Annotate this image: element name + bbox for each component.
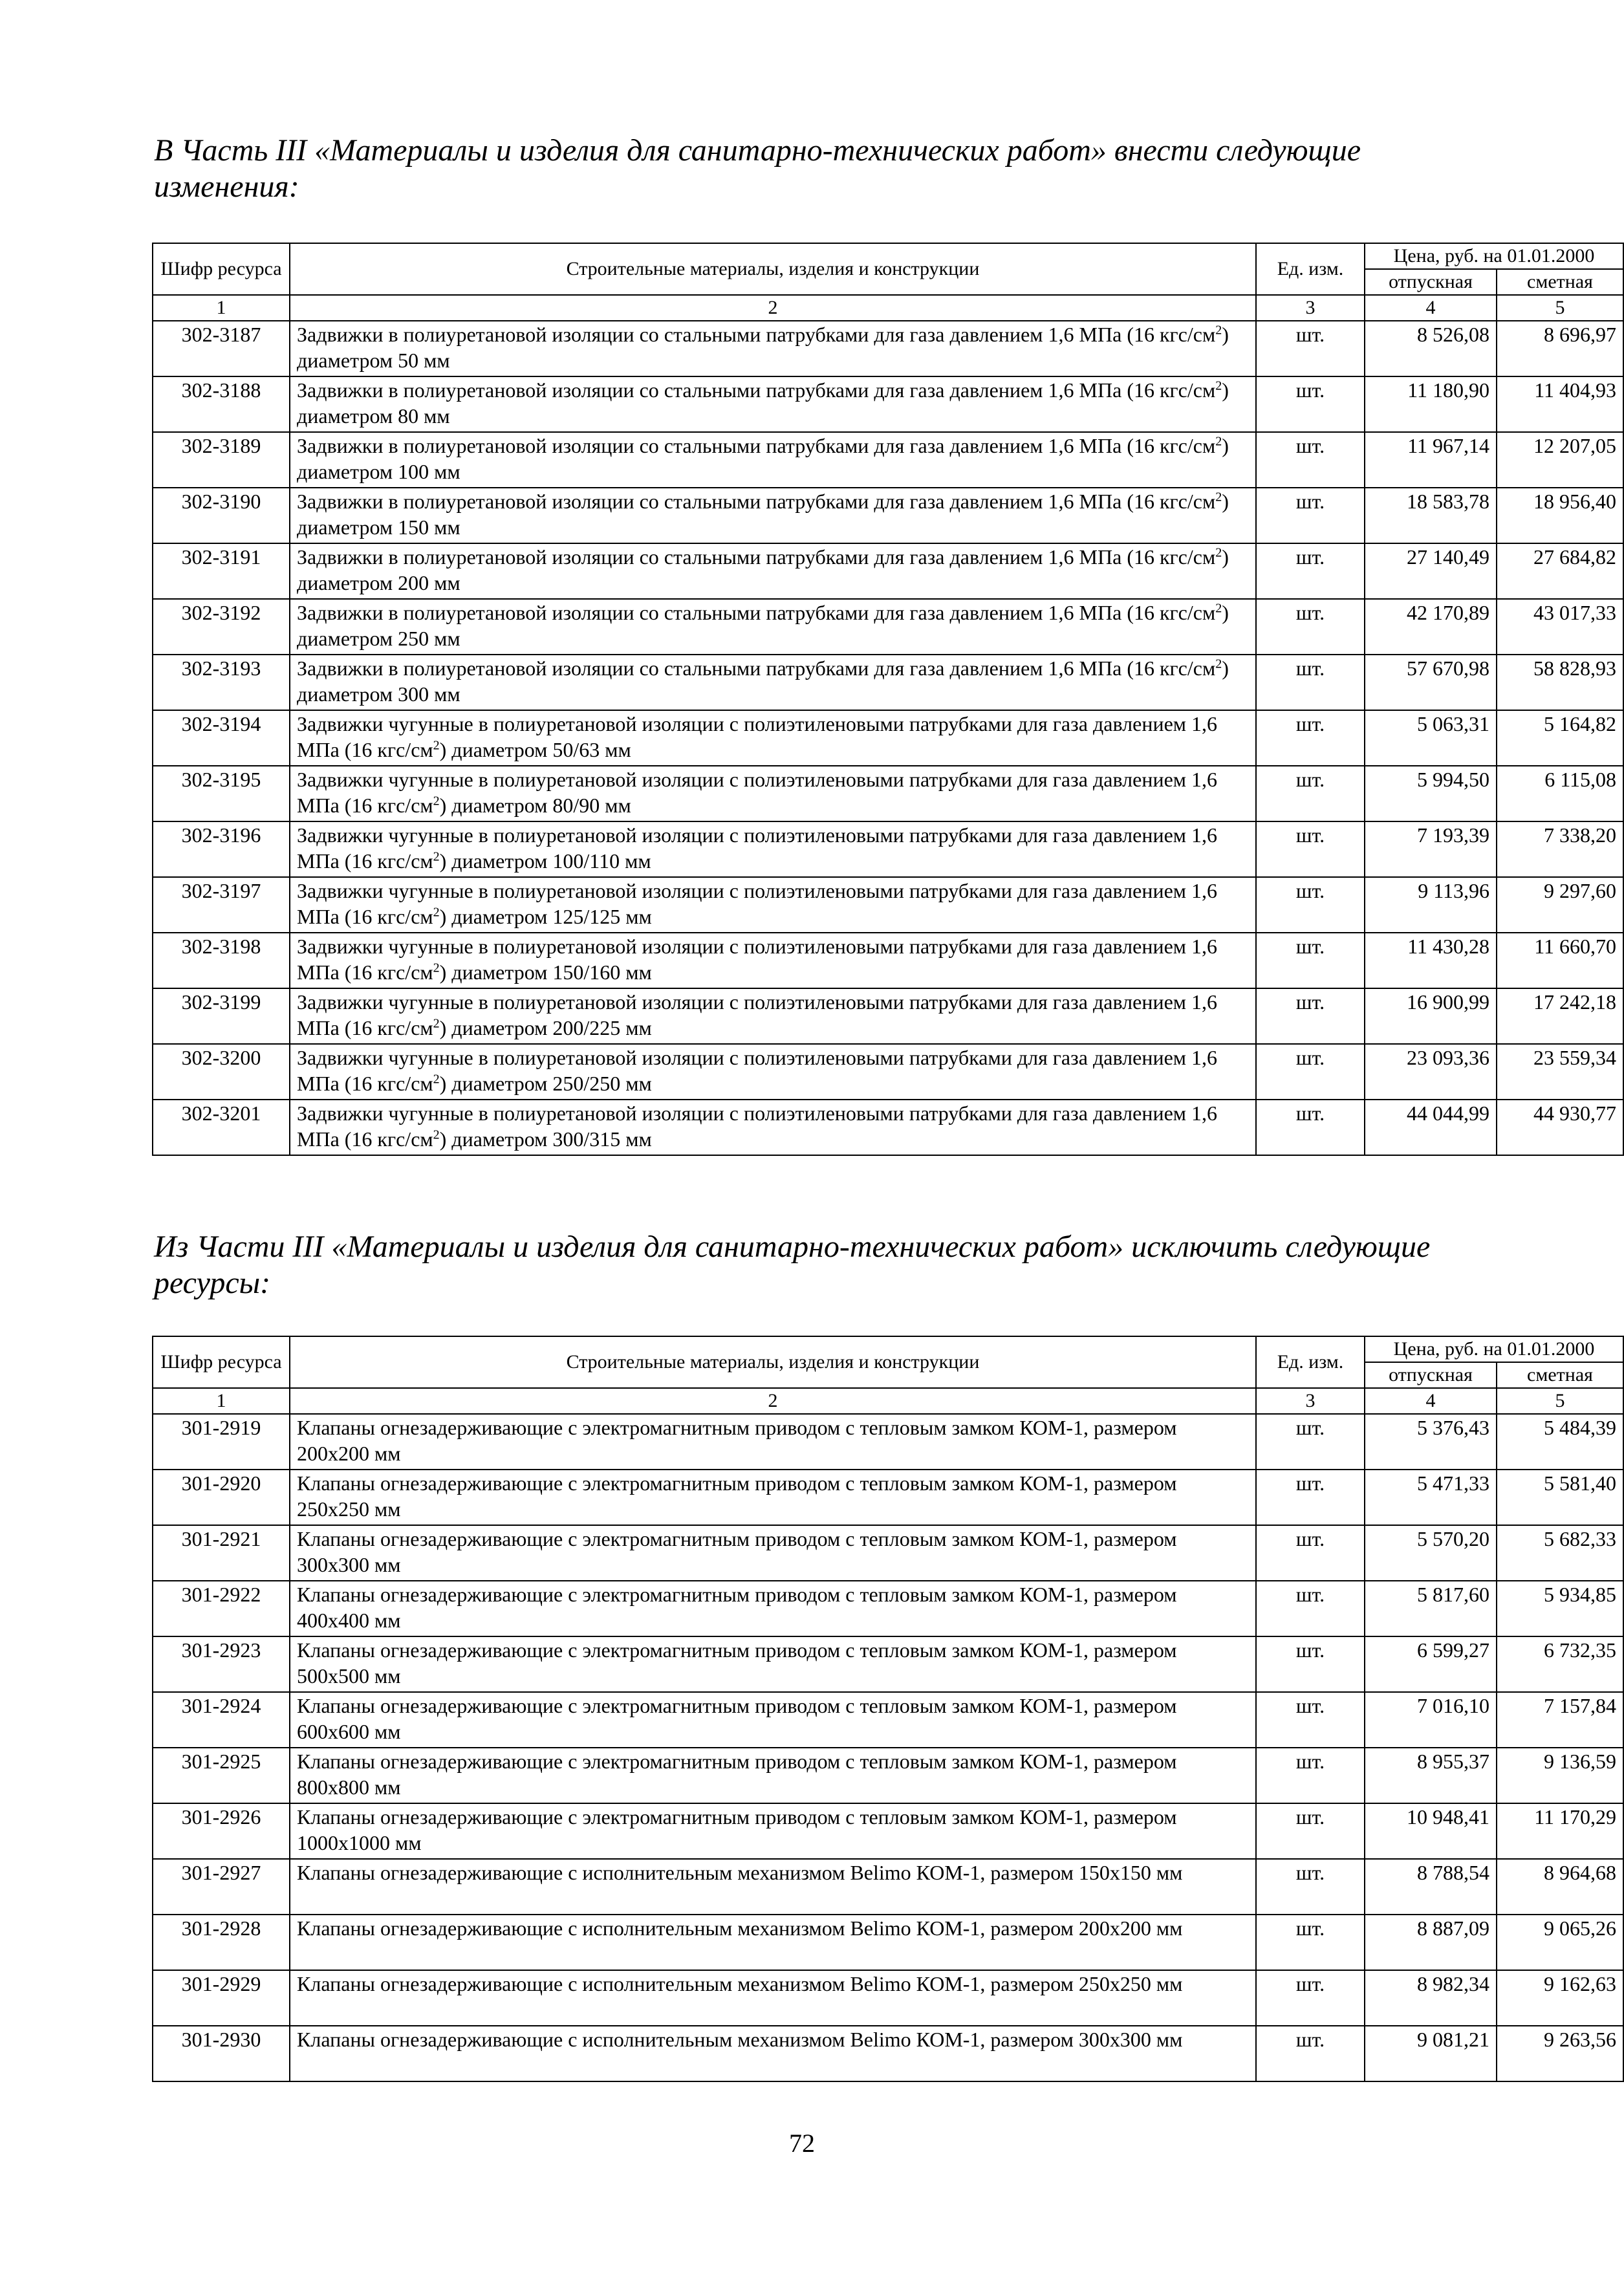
resource-unit: шт. <box>1256 766 1365 821</box>
resource-name-text: ) диаметром 80/90 мм <box>439 794 631 817</box>
column-number: 4 <box>1365 295 1497 321</box>
unit-superscript: 2 <box>1215 545 1222 560</box>
resource-code: 302-3201 <box>153 1100 290 1155</box>
unit-superscript: 2 <box>1215 434 1222 449</box>
estimate-price: 8 696,97 <box>1497 321 1623 376</box>
resource-name <box>290 655 1256 710</box>
resource-name-text: Задвижки чугунные в полиуретановой изоляции с полиэтиленовыми патрубками для газа давлением 1,6 МПа (16 кгс/см <box>297 990 1218 1039</box>
resource-name-text: Задвижки в полиуретановой изоляции со стальными патрубками для газа давлением 1,6 МПа (16 кгс/см <box>297 490 1216 513</box>
table-row <box>153 821 1623 877</box>
table-row <box>153 1636 1623 1692</box>
resource-name-text: ) диаметром 100/110 мм <box>439 849 651 873</box>
resource-code: 301-2923 <box>153 1636 290 1692</box>
resource-unit: шт. <box>1256 376 1365 432</box>
estimate-price: 5 682,33 <box>1497 1525 1623 1581</box>
estimate-price: 11 404,93 <box>1497 376 1623 432</box>
unit-superscript: 2 <box>433 849 440 864</box>
unit-superscript: 2 <box>433 961 440 975</box>
resource-code: 302-3189 <box>153 432 290 488</box>
release-price: 5 063,31 <box>1365 710 1497 766</box>
column-number: 5 <box>1497 1388 1623 1414</box>
table-row <box>153 766 1623 821</box>
table-row <box>153 1044 1623 1100</box>
resource-name: Клапаны огнезадерживающие с электромагнитным приводом с тепловым замком КОМ-1, размером 1000х1000 мм <box>290 1803 1256 1859</box>
resource-code: 302-3191 <box>153 543 290 599</box>
header-code: Шифр ресурса <box>153 243 290 295</box>
resource-name-text: Задвижки в полиуретановой изоляции со стальными патрубками для газа давлением 1,6 МПа (16 кгс/см <box>297 601 1216 624</box>
release-price: 42 170,89 <box>1365 599 1497 655</box>
resource-name: Клапаны огнезадерживающие с исполнительным механизмом Belimo КОМ-1, размером 250х250 мм <box>290 1970 1256 2026</box>
resource-code: 302-3198 <box>153 933 290 988</box>
table-row <box>153 1748 1623 1803</box>
release-price: 8 526,08 <box>1365 321 1497 376</box>
estimate-price: 5 484,39 <box>1497 1414 1623 1470</box>
resource-name <box>290 821 1256 877</box>
resource-name-text: ) диаметром 300/315 мм <box>439 1127 652 1151</box>
table-row <box>153 655 1623 710</box>
resource-code: 302-3188 <box>153 376 290 432</box>
resource-name-text: Задвижки в полиуретановой изоляции со стальными патрубками для газа давлением 1,6 МПа (16 кгс/см <box>297 378 1216 402</box>
column-number: 5 <box>1497 295 1623 321</box>
resource-name <box>290 933 1256 988</box>
estimate-price: 12 207,05 <box>1497 432 1623 488</box>
resource-unit: шт. <box>1256 1581 1365 1636</box>
estimate-price: 9 065,26 <box>1497 1915 1623 1970</box>
release-price: 44 044,99 <box>1365 1100 1497 1155</box>
resource-name-text: Задвижки в полиуретановой изоляции со стальными патрубками для газа давлением 1,6 МПа (16 кгс/см <box>297 657 1216 680</box>
column-number: 1 <box>153 295 290 321</box>
resource-name-text: ) диаметром 80 мм <box>297 378 1229 428</box>
column-number: 2 <box>290 295 1256 321</box>
page-number: 72 <box>789 2129 815 2158</box>
resource-code: 301-2930 <box>153 2026 290 2081</box>
section1-heading: В Часть III «Материалы и изделия для санитарно-технических работ» внести следующие изменения: <box>154 133 1361 204</box>
resource-unit: шт. <box>1256 1748 1365 1803</box>
resource-code: 301-2922 <box>153 1581 290 1636</box>
table-row <box>153 376 1623 432</box>
resource-name-text: Задвижки чугунные в полиуретановой изоляции с полиэтиленовыми патрубками для газа давлением 1,6 МПа (16 кгс/см <box>297 712 1218 761</box>
section2-heading: Из Части III «Материалы и изделия для санитарно-технических работ» исключить следующие ресурсы: <box>154 1230 1431 1300</box>
resource-name-text: ) диаметром 50/63 мм <box>439 738 631 761</box>
estimate-price: 7 338,20 <box>1497 821 1623 877</box>
header-code: Шифр ресурса <box>153 1336 290 1388</box>
estimate-price: 5 934,85 <box>1497 1581 1623 1636</box>
resource-name <box>290 877 1256 933</box>
estimate-price: 43 017,33 <box>1497 599 1623 655</box>
resource-name-text: Задвижки чугунные в полиуретановой изоляции с полиэтиленовыми патрубками для газа давлением 1,6 МПа (16 кгс/см <box>297 879 1218 928</box>
resource-table-exclusions <box>152 1336 1624 2082</box>
resource-name-text: ) диаметром 250/250 мм <box>439 1072 652 1095</box>
table-body <box>153 1414 1623 2081</box>
resource-name-text: Задвижки чугунные в полиуретановой изоляции с полиэтиленовыми патрубками для газа давлением 1,6 МПа (16 кгс/см <box>297 1102 1218 1151</box>
estimate-price: 17 242,18 <box>1497 988 1623 1044</box>
unit-superscript: 2 <box>433 905 440 920</box>
table-row <box>153 1581 1623 1636</box>
column-number: 4 <box>1365 1388 1497 1414</box>
estimate-price: 9 263,56 <box>1497 2026 1623 2081</box>
resource-unit: шт. <box>1256 2026 1365 2081</box>
release-price: 9 081,21 <box>1365 2026 1497 2081</box>
table-row <box>153 1414 1623 1470</box>
resource-name: Клапаны огнезадерживающие с исполнительным механизмом Belimo КОМ-1, размером 150х150 мм <box>290 1859 1256 1915</box>
resource-name <box>290 599 1256 655</box>
header-price-group: Цена, руб. на 01.01.2000 <box>1365 1336 1623 1362</box>
resource-name <box>290 1100 1256 1155</box>
unit-superscript: 2 <box>1215 657 1222 671</box>
resource-unit: шт. <box>1256 710 1365 766</box>
resource-name <box>290 710 1256 766</box>
resource-name-text: Задвижки чугунные в полиуретановой изоляции с полиэтиленовыми патрубками для газа давлением 1,6 МПа (16 кгс/см <box>297 935 1218 984</box>
estimate-price: 27 684,82 <box>1497 543 1623 599</box>
release-price: 9 113,96 <box>1365 877 1497 933</box>
estimate-price: 5 164,82 <box>1497 710 1623 766</box>
resource-code: 302-3195 <box>153 766 290 821</box>
resource-code: 302-3200 <box>153 1044 290 1100</box>
resource-name: Клапаны огнезадерживающие с исполнительным механизмом Belimo КОМ-1, размером 200х200 мм <box>290 1915 1256 1970</box>
resource-unit: шт. <box>1256 321 1365 376</box>
resource-name <box>290 766 1256 821</box>
unit-superscript: 2 <box>1215 378 1222 393</box>
resource-code: 302-3187 <box>153 321 290 376</box>
resource-name-text: Задвижки чугунные в полиуретановой изоляции с полиэтиленовыми патрубками для газа давлением 1,6 МПа (16 кгс/см <box>297 823 1218 873</box>
estimate-price: 18 956,40 <box>1497 488 1623 543</box>
table-row <box>153 988 1623 1044</box>
table-row <box>153 1970 1623 2026</box>
resource-name <box>290 488 1256 543</box>
unit-superscript: 2 <box>1215 490 1222 505</box>
estimate-price: 9 162,63 <box>1497 1970 1623 2026</box>
resource-name: Клапаны огнезадерживающие с электромагнитным приводом с тепловым замком КОМ-1, размером 800х800 мм <box>290 1748 1256 1803</box>
table-row <box>153 321 1623 376</box>
release-price: 7 016,10 <box>1365 1692 1497 1748</box>
resource-name <box>290 376 1256 432</box>
resource-name-text: ) диаметром 300 мм <box>297 657 1229 706</box>
resource-code: 301-2920 <box>153 1470 290 1525</box>
resource-unit: шт. <box>1256 933 1365 988</box>
resource-unit: шт. <box>1256 488 1365 543</box>
release-price: 5 570,20 <box>1365 1525 1497 1581</box>
column-number: 2 <box>290 1388 1256 1414</box>
header-release-price: отпускная <box>1365 269 1497 295</box>
resource-name-text: ) диаметром 150/160 мм <box>439 961 652 984</box>
resource-name: Клапаны огнезадерживающие с электромагнитным приводом с тепловым замком КОМ-1, размером 600х600 мм <box>290 1692 1256 1748</box>
header-unit: Ед. изм. <box>1256 243 1365 295</box>
estimate-price: 9 297,60 <box>1497 877 1623 933</box>
table-row <box>153 933 1623 988</box>
release-price: 5 376,43 <box>1365 1414 1497 1470</box>
release-price: 11 430,28 <box>1365 933 1497 988</box>
estimate-price: 6 115,08 <box>1497 766 1623 821</box>
resource-name-text: ) диаметром 200 мм <box>297 545 1229 594</box>
resource-unit: шт. <box>1256 988 1365 1044</box>
header-estimate-price: сметная <box>1497 1362 1623 1388</box>
table-row <box>153 877 1623 933</box>
column-number: 1 <box>153 1388 290 1414</box>
estimate-price: 44 930,77 <box>1497 1100 1623 1155</box>
table-row <box>153 432 1623 488</box>
resource-name: Клапаны огнезадерживающие с электромагнитным приводом с тепловым замком КОМ-1, размером 250х250 мм <box>290 1470 1256 1525</box>
resource-name <box>290 1044 1256 1100</box>
table-row <box>153 710 1623 766</box>
unit-superscript: 2 <box>433 1016 440 1031</box>
resource-code: 302-3194 <box>153 710 290 766</box>
resource-table-additions <box>152 243 1624 1156</box>
resource-name-text: ) диаметром 200/225 мм <box>439 1016 652 1039</box>
resource-unit: шт. <box>1256 1044 1365 1100</box>
estimate-price: 7 157,84 <box>1497 1692 1623 1748</box>
release-price: 18 583,78 <box>1365 488 1497 543</box>
estimate-price: 11 660,70 <box>1497 933 1623 988</box>
resource-code: 301-2928 <box>153 1915 290 1970</box>
release-price: 6 599,27 <box>1365 1636 1497 1692</box>
unit-superscript: 2 <box>433 794 440 809</box>
resource-name-text: Задвижки чугунные в полиуретановой изоляции с полиэтиленовыми патрубками для газа давлением 1,6 МПа (16 кгс/см <box>297 768 1218 817</box>
resource-unit: шт. <box>1256 1915 1365 1970</box>
resource-code: 302-3192 <box>153 599 290 655</box>
resource-name <box>290 988 1256 1044</box>
resource-code: 301-2925 <box>153 1748 290 1803</box>
resource-unit: шт. <box>1256 821 1365 877</box>
resource-code: 301-2927 <box>153 1859 290 1915</box>
estimate-price: 11 170,29 <box>1497 1803 1623 1859</box>
column-number: 3 <box>1256 295 1365 321</box>
column-number: 3 <box>1256 1388 1365 1414</box>
resource-name <box>290 321 1256 376</box>
header-price-group: Цена, руб. на 01.01.2000 <box>1365 243 1623 269</box>
resource-code: 301-2924 <box>153 1692 290 1748</box>
unit-superscript: 2 <box>433 1127 440 1142</box>
resource-unit: шт. <box>1256 655 1365 710</box>
resource-code: 301-2921 <box>153 1525 290 1581</box>
resource-unit: шт. <box>1256 1803 1365 1859</box>
table-body <box>153 321 1623 1155</box>
release-price: 11 967,14 <box>1365 432 1497 488</box>
release-price: 8 982,34 <box>1365 1970 1497 2026</box>
release-price: 7 193,39 <box>1365 821 1497 877</box>
resource-name: Клапаны огнезадерживающие с электромагнитным приводом с тепловым замком КОМ-1, размером 300х300 мм <box>290 1525 1256 1581</box>
release-price: 23 093,36 <box>1365 1044 1497 1100</box>
estimate-price: 9 136,59 <box>1497 1748 1623 1803</box>
header-release-price: отпускная <box>1365 1362 1497 1388</box>
resource-unit: шт. <box>1256 543 1365 599</box>
unit-superscript: 2 <box>1215 601 1222 616</box>
resource-name <box>290 432 1256 488</box>
resource-name-text: Задвижки чугунные в полиуретановой изоляции с полиэтиленовыми патрубками для газа давлением 1,6 МПа (16 кгс/см <box>297 1046 1218 1095</box>
unit-superscript: 2 <box>1215 323 1222 338</box>
release-price: 8 788,54 <box>1365 1859 1497 1915</box>
header-unit: Ед. изм. <box>1256 1336 1365 1388</box>
table-row <box>153 2026 1623 2081</box>
resource-unit: шт. <box>1256 599 1365 655</box>
estimate-price: 5 581,40 <box>1497 1470 1623 1525</box>
resource-code: 302-3199 <box>153 988 290 1044</box>
resource-unit: шт. <box>1256 1525 1365 1581</box>
release-price: 5 471,33 <box>1365 1470 1497 1525</box>
table-row <box>153 1915 1623 1970</box>
table-row <box>153 1470 1623 1525</box>
resource-unit: шт. <box>1256 877 1365 933</box>
resource-name-text: Задвижки в полиуретановой изоляции со стальными патрубками для газа давлением 1,6 МПа (16 кгс/см <box>297 545 1216 569</box>
table-row <box>153 599 1623 655</box>
resource-code: 301-2929 <box>153 1970 290 2026</box>
resource-code: 302-3193 <box>153 655 290 710</box>
header-estimate-price: сметная <box>1497 269 1623 295</box>
table-row <box>153 543 1623 599</box>
release-price: 27 140,49 <box>1365 543 1497 599</box>
resource-unit: шт. <box>1256 1414 1365 1470</box>
resource-unit: шт. <box>1256 1692 1365 1748</box>
resource-name-text: Задвижки в полиуретановой изоляции со стальными патрубками для газа давлением 1,6 МПа (16 кгс/см <box>297 434 1216 457</box>
release-price: 5 994,50 <box>1365 766 1497 821</box>
resource-name-text: ) диаметром 100 мм <box>297 434 1229 483</box>
release-price: 10 948,41 <box>1365 1803 1497 1859</box>
unit-superscript: 2 <box>433 738 440 753</box>
header-name: Строительные материалы, изделия и конструкции <box>290 1336 1256 1388</box>
resource-name-text: ) диаметром 50 мм <box>297 323 1229 372</box>
resource-name-text: ) диаметром 150 мм <box>297 490 1229 539</box>
resource-name-text: ) диаметром 250 мм <box>297 601 1229 650</box>
unit-superscript: 2 <box>433 1072 440 1087</box>
resource-code: 301-2926 <box>153 1803 290 1859</box>
resource-name <box>290 543 1256 599</box>
resource-unit: шт. <box>1256 1470 1365 1525</box>
resource-name: Клапаны огнезадерживающие с электромагнитным приводом с тепловым замком КОМ-1, размером 200х200 мм <box>290 1414 1256 1470</box>
estimate-price: 58 828,93 <box>1497 655 1623 710</box>
resource-code: 302-3196 <box>153 821 290 877</box>
resource-code: 302-3190 <box>153 488 290 543</box>
resource-unit: шт. <box>1256 1859 1365 1915</box>
release-price: 8 887,09 <box>1365 1915 1497 1970</box>
release-price: 5 817,60 <box>1365 1581 1497 1636</box>
resource-code: 301-2919 <box>153 1414 290 1470</box>
estimate-price: 8 964,68 <box>1497 1859 1623 1915</box>
resource-name: Клапаны огнезадерживающие с исполнительным механизмом Belimo КОМ-1, размером 300х300 мм <box>290 2026 1256 2081</box>
release-price: 11 180,90 <box>1365 376 1497 432</box>
resource-name: Клапаны огнезадерживающие с электромагнитным приводом с тепловым замком КОМ-1, размером 400х400 мм <box>290 1581 1256 1636</box>
release-price: 8 955,37 <box>1365 1748 1497 1803</box>
table-row <box>153 1525 1623 1581</box>
table-row <box>153 1100 1623 1155</box>
resource-unit: шт. <box>1256 1970 1365 2026</box>
resource-name-text: Задвижки в полиуретановой изоляции со стальными патрубками для газа давлением 1,6 МПа (16 кгс/см <box>297 323 1216 346</box>
release-price: 16 900,99 <box>1365 988 1497 1044</box>
resource-name: Клапаны огнезадерживающие с электромагнитным приводом с тепловым замком КОМ-1, размером 500х500 мм <box>290 1636 1256 1692</box>
resource-unit: шт. <box>1256 1100 1365 1155</box>
resource-code: 302-3197 <box>153 877 290 933</box>
table-row <box>153 1692 1623 1748</box>
table-row <box>153 488 1623 543</box>
estimate-price: 23 559,34 <box>1497 1044 1623 1100</box>
table-row <box>153 1859 1623 1915</box>
table-row <box>153 1803 1623 1859</box>
resource-unit: шт. <box>1256 1636 1365 1692</box>
header-name: Строительные материалы, изделия и конструкции <box>290 243 1256 295</box>
resource-name-text: ) диаметром 125/125 мм <box>439 905 652 928</box>
resource-unit: шт. <box>1256 432 1365 488</box>
release-price: 57 670,98 <box>1365 655 1497 710</box>
estimate-price: 6 732,35 <box>1497 1636 1623 1692</box>
